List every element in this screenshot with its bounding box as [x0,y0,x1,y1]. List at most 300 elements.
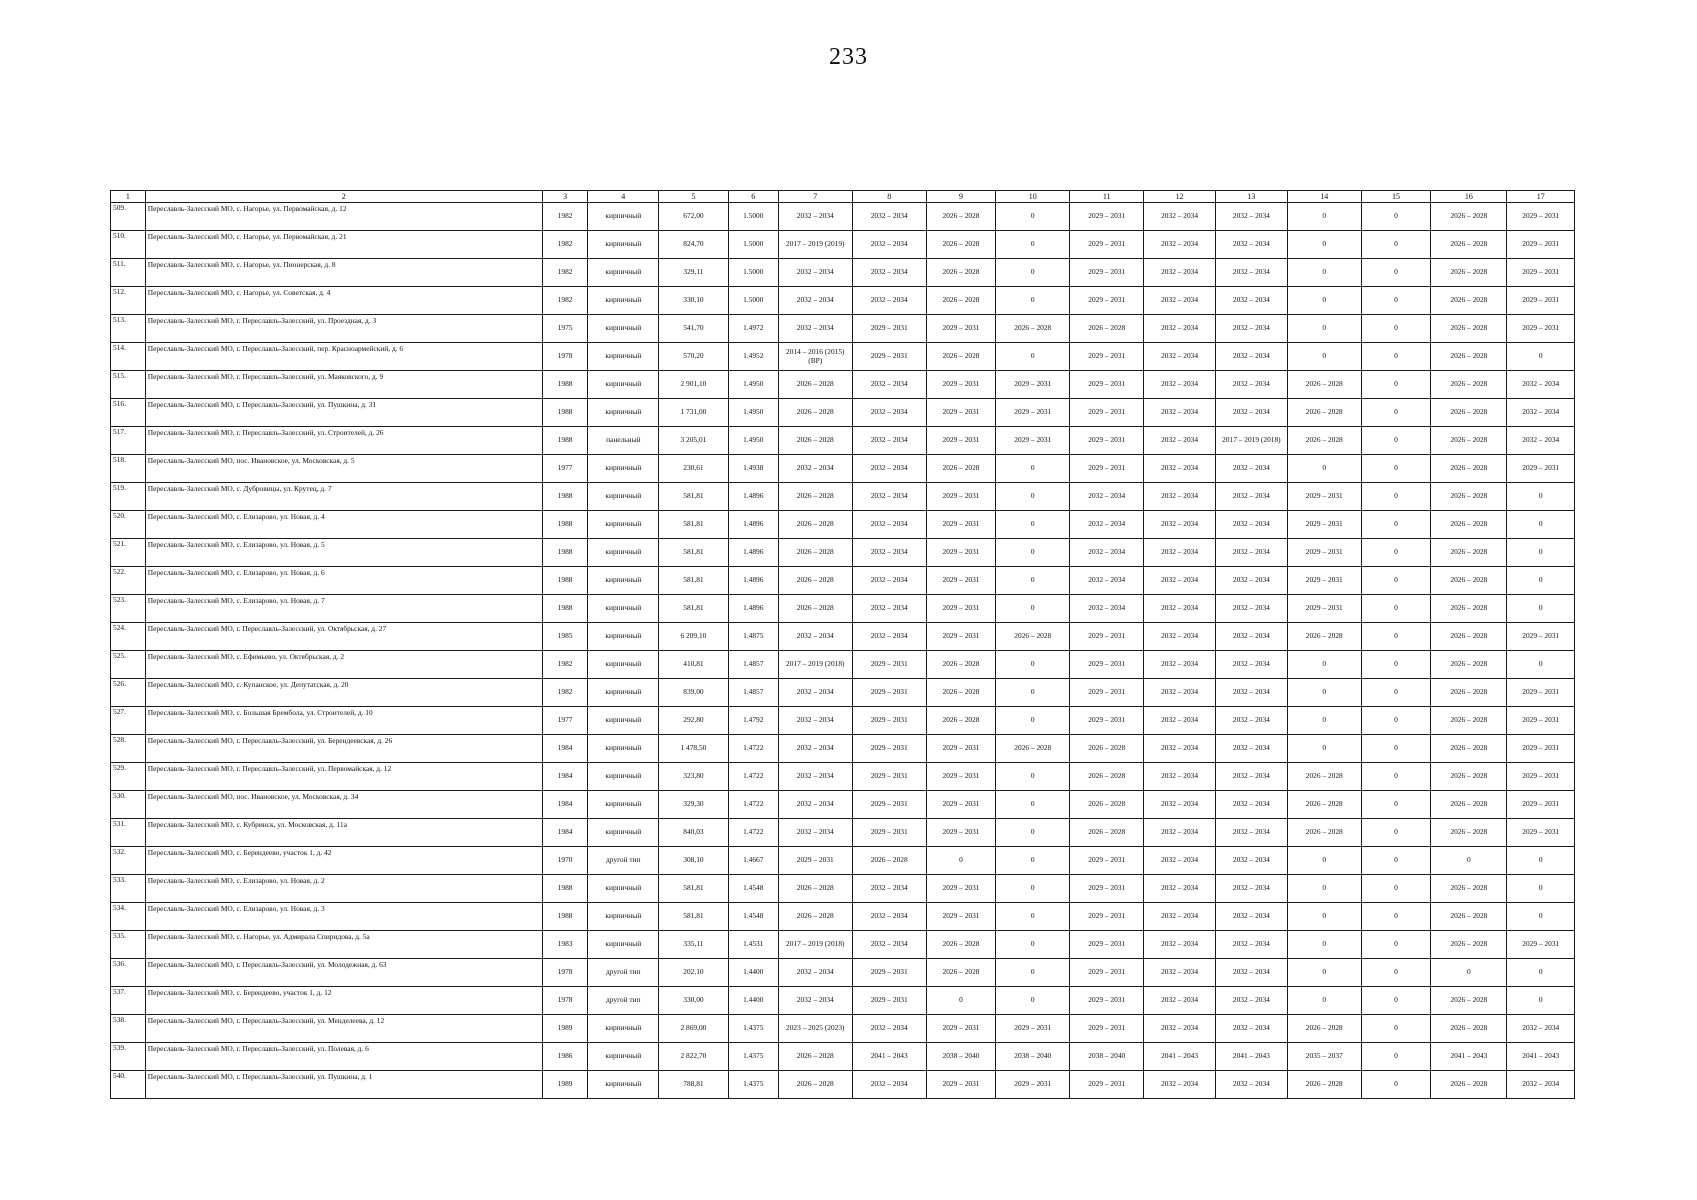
period-col-10-cell: 2038 – 2040 [996,1043,1070,1071]
period-col-9-cell: 2026 – 2028 [926,343,996,371]
coefficient-cell: 1.4722 [728,819,778,847]
wall-material-cell: кирпичный [588,483,659,511]
period-col-7-cell: 2032 – 2034 [778,735,852,763]
year-built-cell: 1988 [542,567,588,595]
period-col-12-cell: 2041 – 2043 [1144,1043,1216,1071]
period-col-8-cell: 2029 – 2031 [852,651,926,679]
area-cell: 581,81 [659,539,729,567]
period-col-12-cell: 2032 – 2034 [1144,567,1216,595]
coefficient-cell: 1.4857 [728,679,778,707]
period-col-15-cell: 0 [1361,1071,1431,1099]
period-col-10-cell: 0 [996,903,1070,931]
period-col-11-cell: 2029 – 2031 [1070,987,1144,1015]
period-col-14-cell: 2029 – 2031 [1287,567,1361,595]
period-col-13-cell: 2032 – 2034 [1215,399,1287,427]
coefficient-cell: 1.4375 [728,1015,778,1043]
period-col-17-cell: 2032 – 2034 [1507,399,1575,427]
period-col-9-cell: 2029 – 2031 [926,483,996,511]
period-col-7-cell: 2026 – 2028 [778,371,852,399]
period-col-17-cell: 2029 – 2031 [1507,763,1575,791]
period-col-14-cell: 2026 – 2028 [1287,1071,1361,1099]
period-col-15-cell: 0 [1361,427,1431,455]
period-col-11-cell: 2026 – 2028 [1070,763,1144,791]
area-cell: 581,81 [659,483,729,511]
area-cell: 230,61 [659,455,729,483]
address-cell: Переславль-Залесский МО, г. Переславль-Залесский, пер. Красноармейский, д. 6 [145,343,542,371]
period-col-11-cell: 2026 – 2028 [1070,791,1144,819]
address-cell: Переславль-Залесский МО, с. Нагорье, ул. Советская, д. 4 [145,287,542,315]
period-col-10-cell: 2029 – 2031 [996,371,1070,399]
coefficient-cell: 1.5000 [728,231,778,259]
wall-material-cell: кирпичный [588,371,659,399]
period-col-14-cell: 2026 – 2028 [1287,399,1361,427]
period-col-8-cell: 2029 – 2031 [852,819,926,847]
period-col-8-cell: 2032 – 2034 [852,931,926,959]
period-col-7-cell: 2026 – 2028 [778,875,852,903]
period-col-17-cell: 0 [1507,987,1575,1015]
table-row [111,455,1575,483]
period-col-12-cell: 2032 – 2034 [1144,595,1216,623]
period-col-12-cell: 2032 – 2034 [1144,679,1216,707]
area-cell: 1 478,50 [659,735,729,763]
year-built-cell: 1988 [542,595,588,623]
period-col-17-cell: 2029 – 2031 [1507,231,1575,259]
period-col-9-cell: 2026 – 2028 [926,287,996,315]
table-row [111,791,1575,819]
period-col-14-cell: 0 [1287,931,1361,959]
coefficient-cell: 1.4950 [728,399,778,427]
period-col-9-cell: 2029 – 2031 [926,427,996,455]
period-col-17-cell: 2029 – 2031 [1507,931,1575,959]
period-col-11-cell: 2029 – 2031 [1070,343,1144,371]
period-col-10-cell: 2026 – 2028 [996,315,1070,343]
period-col-9-cell: 2029 – 2031 [926,511,996,539]
area-cell: 410,81 [659,651,729,679]
period-col-13-cell: 2032 – 2034 [1215,735,1287,763]
period-col-11-cell: 2029 – 2031 [1070,1015,1144,1043]
period-col-12-cell: 2032 – 2034 [1144,819,1216,847]
year-built-cell: 1984 [542,763,588,791]
period-col-11-cell: 2032 – 2034 [1070,567,1144,595]
period-col-11-cell: 2029 – 2031 [1070,287,1144,315]
period-col-15-cell: 0 [1361,343,1431,371]
period-col-12-cell: 2032 – 2034 [1144,959,1216,987]
row-number-cell: 527. [111,707,146,735]
period-col-15-cell: 0 [1361,1015,1431,1043]
address-cell: Переславль-Залесский МО, с. Нагорье, ул. Первомайская, д. 21 [145,231,542,259]
period-col-8-cell: 2032 – 2034 [852,455,926,483]
address-cell: Переславль-Залесский МО, пос. Ивановское, ул. Московская, д. 34 [145,791,542,819]
period-col-9-cell: 2029 – 2031 [926,371,996,399]
period-col-13-cell: 2032 – 2034 [1215,455,1287,483]
table-row [111,203,1575,231]
period-col-9-cell: 2029 – 2031 [926,903,996,931]
row-number-cell: 520. [111,511,146,539]
period-col-8-cell: 2029 – 2031 [852,707,926,735]
period-col-12-cell: 2032 – 2034 [1144,931,1216,959]
period-col-9-cell: 2026 – 2028 [926,651,996,679]
period-col-13-cell: 2032 – 2034 [1215,651,1287,679]
period-col-12-cell: 2032 – 2034 [1144,343,1216,371]
wall-material-cell: кирпичный [588,315,659,343]
period-col-14-cell: 2029 – 2031 [1287,539,1361,567]
period-col-16-cell: 2026 – 2028 [1431,931,1507,959]
table-row [111,875,1575,903]
period-col-8-cell: 2032 – 2034 [852,511,926,539]
period-col-8-cell: 2029 – 2031 [852,763,926,791]
year-built-cell: 1982 [542,203,588,231]
period-col-8-cell: 2029 – 2031 [852,987,926,1015]
period-col-7-cell: 2032 – 2034 [778,287,852,315]
period-col-10-cell: 0 [996,791,1070,819]
table-body [111,203,1575,1099]
column-number-header: 14 [1287,191,1361,203]
period-col-16-cell: 2026 – 2028 [1431,819,1507,847]
area-cell: 329,30 [659,791,729,819]
table-row [111,679,1575,707]
period-col-9-cell: 2029 – 2031 [926,567,996,595]
period-col-14-cell: 0 [1287,651,1361,679]
period-col-8-cell: 2029 – 2031 [852,343,926,371]
period-col-12-cell: 2032 – 2034 [1144,315,1216,343]
period-col-12-cell: 2032 – 2034 [1144,539,1216,567]
period-col-14-cell: 0 [1287,987,1361,1015]
address-cell: Переславль-Залесский МО, с. Ефимьево, ул. Октябрьская, д. 2 [145,651,542,679]
period-col-8-cell: 2032 – 2034 [852,427,926,455]
area-cell: 2 822,70 [659,1043,729,1071]
column-number-header: 6 [728,191,778,203]
address-cell: Переславль-Залесский МО, г. Переславль-Залесский, ул. Полевая, д. 6 [145,1043,542,1071]
period-col-8-cell: 2032 – 2034 [852,259,926,287]
period-col-8-cell: 2029 – 2031 [852,679,926,707]
column-number-header: 17 [1507,191,1575,203]
column-number-header: 15 [1361,191,1431,203]
coefficient-cell: 1.4938 [728,455,778,483]
year-built-cell: 1988 [542,427,588,455]
period-col-9-cell: 2029 – 2031 [926,539,996,567]
period-col-9-cell: 2029 – 2031 [926,315,996,343]
period-col-7-cell: 2032 – 2034 [778,763,852,791]
period-col-11-cell: 2026 – 2028 [1070,315,1144,343]
year-built-cell: 1989 [542,1071,588,1099]
period-col-9-cell: 0 [926,847,996,875]
period-col-17-cell: 2032 – 2034 [1507,427,1575,455]
wall-material-cell: другой тип [588,847,659,875]
row-number-cell: 539. [111,1043,146,1071]
period-col-12-cell: 2032 – 2034 [1144,1015,1216,1043]
row-number-cell: 518. [111,455,146,483]
area-cell: 308,10 [659,847,729,875]
period-col-8-cell: 2029 – 2031 [852,959,926,987]
year-built-cell: 1982 [542,679,588,707]
period-col-11-cell: 2029 – 2031 [1070,875,1144,903]
table-row [111,1015,1575,1043]
period-col-15-cell: 0 [1361,819,1431,847]
wall-material-cell: панельный [588,427,659,455]
period-col-9-cell: 2029 – 2031 [926,1015,996,1043]
period-col-10-cell: 0 [996,959,1070,987]
period-col-7-cell: 2017 – 2019 (2019) [778,231,852,259]
address-cell: Переславль-Залесский МО, г. Переславль-Залесский, ул. Молодежная, д. 63 [145,959,542,987]
period-col-15-cell: 0 [1361,959,1431,987]
period-col-7-cell: 2026 – 2028 [778,567,852,595]
period-col-15-cell: 0 [1361,371,1431,399]
table-row [111,1071,1575,1099]
year-built-cell: 1985 [542,623,588,651]
column-number-header: 13 [1215,191,1287,203]
period-col-10-cell: 2026 – 2028 [996,623,1070,651]
period-col-8-cell: 2029 – 2031 [852,791,926,819]
period-col-10-cell: 0 [996,763,1070,791]
table-row [111,763,1575,791]
period-col-10-cell: 0 [996,203,1070,231]
period-col-7-cell: 2026 – 2028 [778,399,852,427]
period-col-14-cell: 2026 – 2028 [1287,1015,1361,1043]
period-col-10-cell: 2029 – 2031 [996,427,1070,455]
address-cell: Переславль-Залесский МО, с. Елизарово, ул. Новая, д. 2 [145,875,542,903]
period-col-10-cell: 0 [996,595,1070,623]
period-col-15-cell: 0 [1361,651,1431,679]
period-col-13-cell: 2032 – 2034 [1215,931,1287,959]
period-col-10-cell: 0 [996,987,1070,1015]
period-col-7-cell: 2026 – 2028 [778,595,852,623]
period-col-15-cell: 0 [1361,1043,1431,1071]
period-col-8-cell: 2032 – 2034 [852,483,926,511]
period-col-16-cell: 2026 – 2028 [1431,595,1507,623]
period-col-8-cell: 2041 – 2043 [852,1043,926,1071]
period-col-8-cell: 2032 – 2034 [852,875,926,903]
period-col-10-cell: 0 [996,231,1070,259]
period-col-11-cell: 2029 – 2031 [1070,427,1144,455]
row-number-cell: 510. [111,231,146,259]
period-col-15-cell: 0 [1361,707,1431,735]
coefficient-cell: 1.4896 [728,511,778,539]
table-row [111,231,1575,259]
address-cell: Переславль-Залесский МО, г. Переславль-Залесский, ул. Проездная, д. 3 [145,315,542,343]
wall-material-cell: кирпичный [588,455,659,483]
period-col-17-cell: 2029 – 2031 [1507,735,1575,763]
wall-material-cell: кирпичный [588,343,659,371]
area-cell: 541,70 [659,315,729,343]
area-cell: 788,81 [659,1071,729,1099]
period-col-11-cell: 2029 – 2031 [1070,931,1144,959]
period-col-10-cell: 0 [996,539,1070,567]
year-built-cell: 1975 [542,315,588,343]
address-cell: Переславль-Залесский МО, с. Елизарово, ул. Новая, д. 7 [145,595,542,623]
wall-material-cell: кирпичный [588,203,659,231]
period-col-8-cell: 2032 – 2034 [852,287,926,315]
period-col-12-cell: 2032 – 2034 [1144,623,1216,651]
period-col-8-cell: 2032 – 2034 [852,567,926,595]
year-built-cell: 1978 [542,987,588,1015]
period-col-8-cell: 2032 – 2034 [852,203,926,231]
coefficient-cell: 1.4950 [728,427,778,455]
period-col-13-cell: 2032 – 2034 [1215,847,1287,875]
period-col-12-cell: 2032 – 2034 [1144,763,1216,791]
period-col-16-cell: 2026 – 2028 [1431,763,1507,791]
column-number-header: 2 [145,191,542,203]
period-col-14-cell: 2026 – 2028 [1287,819,1361,847]
wall-material-cell: кирпичный [588,511,659,539]
period-col-16-cell: 2026 – 2028 [1431,791,1507,819]
column-number-header: 11 [1070,191,1144,203]
period-col-17-cell: 2029 – 2031 [1507,455,1575,483]
table-row [111,1043,1575,1071]
period-col-7-cell: 2026 – 2028 [778,539,852,567]
period-col-15-cell: 0 [1361,791,1431,819]
period-col-15-cell: 0 [1361,539,1431,567]
period-col-9-cell: 2026 – 2028 [926,259,996,287]
area-cell: 581,81 [659,903,729,931]
area-cell: 3 205,01 [659,427,729,455]
period-col-12-cell: 2032 – 2034 [1144,427,1216,455]
table-row [111,707,1575,735]
coefficient-cell: 1.5000 [728,203,778,231]
area-cell: 581,81 [659,511,729,539]
row-number-cell: 535. [111,931,146,959]
period-col-10-cell: 0 [996,875,1070,903]
period-col-10-cell: 0 [996,679,1070,707]
period-col-12-cell: 2032 – 2034 [1144,987,1216,1015]
table-row [111,959,1575,987]
table-row [111,427,1575,455]
period-col-15-cell: 0 [1361,903,1431,931]
period-col-16-cell: 2026 – 2028 [1431,203,1507,231]
coefficient-cell: 1.4531 [728,931,778,959]
period-col-13-cell: 2032 – 2034 [1215,343,1287,371]
area-cell: 581,81 [659,875,729,903]
row-number-cell: 511. [111,259,146,287]
period-col-7-cell: 2032 – 2034 [778,315,852,343]
period-col-15-cell: 0 [1361,735,1431,763]
period-col-11-cell: 2029 – 2031 [1070,651,1144,679]
period-col-9-cell: 2026 – 2028 [926,707,996,735]
wall-material-cell: кирпичный [588,819,659,847]
table-row [111,595,1575,623]
period-col-12-cell: 2032 – 2034 [1144,371,1216,399]
period-col-16-cell: 2026 – 2028 [1431,987,1507,1015]
address-cell: Переславль-Залесский МО, с. Берендеево, участок 1, д. 42 [145,847,542,875]
column-number-header: 9 [926,191,996,203]
period-col-16-cell: 2026 – 2028 [1431,427,1507,455]
period-col-7-cell: 2032 – 2034 [778,959,852,987]
period-col-16-cell: 2026 – 2028 [1431,651,1507,679]
area-cell: 672,00 [659,203,729,231]
row-number-cell: 531. [111,819,146,847]
period-col-14-cell: 0 [1287,707,1361,735]
table-row [111,651,1575,679]
row-number-cell: 519. [111,483,146,511]
row-number-cell: 529. [111,763,146,791]
period-col-17-cell: 0 [1507,511,1575,539]
year-built-cell: 1988 [542,511,588,539]
period-col-7-cell: 2032 – 2034 [778,987,852,1015]
year-built-cell: 1984 [542,735,588,763]
period-col-7-cell: 2032 – 2034 [778,259,852,287]
period-col-15-cell: 0 [1361,987,1431,1015]
period-col-11-cell: 2038 – 2040 [1070,1043,1144,1071]
period-col-9-cell: 2029 – 2031 [926,763,996,791]
period-col-10-cell: 0 [996,483,1070,511]
coefficient-cell: 1.4400 [728,987,778,1015]
column-number-header: 4 [588,191,659,203]
period-col-17-cell: 2029 – 2031 [1507,707,1575,735]
coefficient-cell: 1.4896 [728,483,778,511]
address-cell: Переславль-Залесский МО, с. Берендеево, участок 1, д. 12 [145,987,542,1015]
row-number-cell: 515. [111,371,146,399]
period-col-8-cell: 2026 – 2028 [852,847,926,875]
period-col-14-cell: 0 [1287,203,1361,231]
period-col-11-cell: 2032 – 2034 [1070,511,1144,539]
period-col-16-cell: 0 [1431,959,1507,987]
period-col-12-cell: 2032 – 2034 [1144,1071,1216,1099]
area-cell: 840,03 [659,819,729,847]
period-col-10-cell: 0 [996,259,1070,287]
coefficient-cell: 1.4792 [728,707,778,735]
period-col-13-cell: 2032 – 2034 [1215,1071,1287,1099]
table-row [111,259,1575,287]
period-col-17-cell: 2029 – 2031 [1507,623,1575,651]
period-col-14-cell: 0 [1287,231,1361,259]
period-col-11-cell: 2029 – 2031 [1070,903,1144,931]
address-cell: Переславль-Залесский МО, г. Переславль-Залесский, ул. Маяковского, д. 9 [145,371,542,399]
period-col-13-cell: 2032 – 2034 [1215,371,1287,399]
period-col-7-cell: 2032 – 2034 [778,707,852,735]
period-col-14-cell: 2026 – 2028 [1287,791,1361,819]
period-col-13-cell: 2032 – 2034 [1215,903,1287,931]
period-col-10-cell: 0 [996,567,1070,595]
table-row [111,371,1575,399]
period-col-7-cell: 2023 – 2025 (2023) [778,1015,852,1043]
address-cell: Переславль-Залесский МО, г. Переславль-Залесский, ул. Пушкина, д. 1 [145,1071,542,1099]
coefficient-cell: 1.4548 [728,875,778,903]
table-row [111,287,1575,315]
period-col-16-cell: 2026 – 2028 [1431,1071,1507,1099]
period-col-12-cell: 2032 – 2034 [1144,791,1216,819]
period-col-17-cell: 0 [1507,651,1575,679]
period-col-16-cell: 2026 – 2028 [1431,1015,1507,1043]
year-built-cell: 1983 [542,931,588,959]
coefficient-cell: 1.4375 [728,1043,778,1071]
coefficient-cell: 1.4400 [728,959,778,987]
wall-material-cell: кирпичный [588,595,659,623]
period-col-14-cell: 2026 – 2028 [1287,427,1361,455]
wall-material-cell: кирпичный [588,791,659,819]
period-col-7-cell: 2026 – 2028 [778,483,852,511]
address-cell: Переславль-Залесский МО, с. Елизарово, ул. Новая, д. 3 [145,903,542,931]
wall-material-cell: кирпичный [588,735,659,763]
row-number-cell: 537. [111,987,146,1015]
coefficient-cell: 1.4952 [728,343,778,371]
period-col-10-cell: 0 [996,819,1070,847]
period-col-11-cell: 2029 – 2031 [1070,679,1144,707]
table-row [111,903,1575,931]
row-number-cell: 526. [111,679,146,707]
period-col-9-cell: 2029 – 2031 [926,595,996,623]
row-number-cell: 513. [111,315,146,343]
period-col-9-cell: 0 [926,987,996,1015]
period-col-7-cell: 2032 – 2034 [778,203,852,231]
table-row [111,343,1575,371]
period-col-7-cell: 2032 – 2034 [778,819,852,847]
period-col-14-cell: 2026 – 2028 [1287,623,1361,651]
period-col-14-cell: 0 [1287,343,1361,371]
period-col-9-cell: 2026 – 2028 [926,455,996,483]
address-cell: Переславль-Залесский МО, с. Купанское, ул. Депутатская, д. 20 [145,679,542,707]
column-number-header: 16 [1431,191,1507,203]
period-col-16-cell: 2026 – 2028 [1431,735,1507,763]
period-col-13-cell: 2017 – 2019 (2018) [1215,427,1287,455]
